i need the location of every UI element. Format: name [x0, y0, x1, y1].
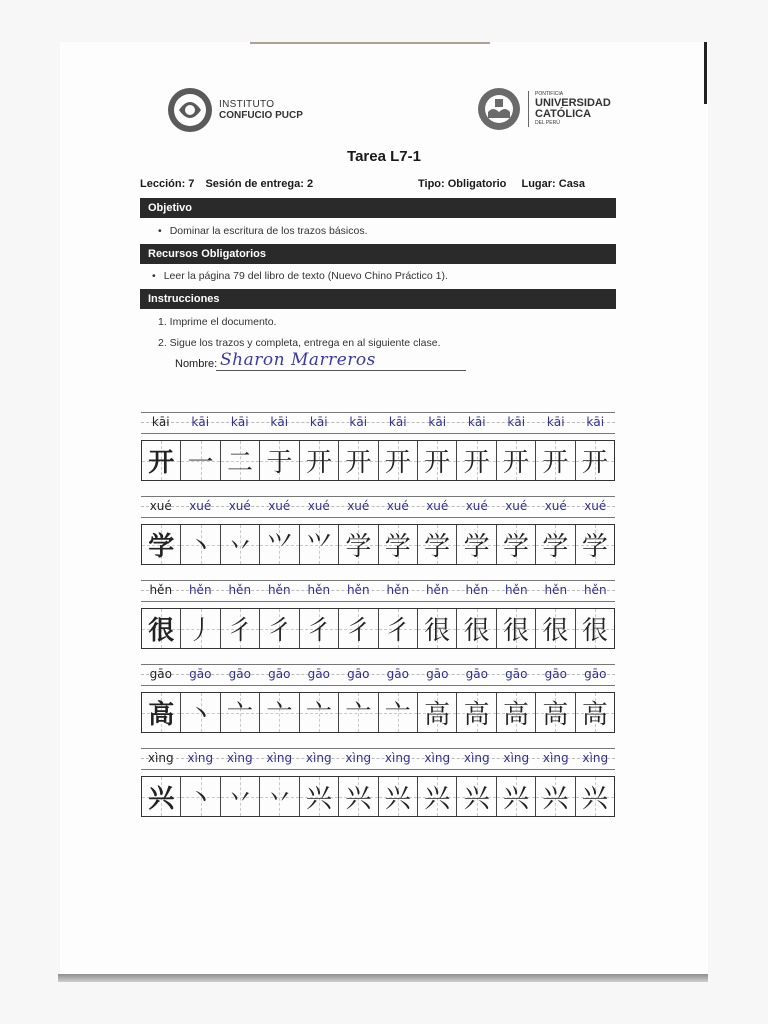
practice-character-cell	[300, 525, 339, 564]
character-glyph: 于	[266, 448, 293, 478]
pinyin-cell: gāo	[544, 667, 567, 681]
pinyin-cell: hěn	[583, 583, 607, 597]
character-glyph: 亠	[227, 700, 254, 730]
practice-character-cell	[576, 777, 614, 816]
section-instrucciones: Instrucciones	[140, 289, 616, 309]
character-glyph: 很	[424, 616, 451, 646]
pinyin-cell: kāi	[388, 415, 407, 429]
page-title: Tarea L7-1	[347, 148, 421, 165]
character-glyph: 学	[148, 532, 175, 562]
practice-character-cell	[221, 441, 260, 480]
leccion: Lección: 7	[140, 178, 195, 190]
character-glyph: 学	[463, 532, 490, 562]
pinyin-cell: kāi	[309, 415, 328, 429]
pinyin-cell: kāi	[428, 415, 447, 429]
meta-left	[140, 178, 313, 190]
pucp-line2: UNIVERSIDAD	[535, 97, 611, 109]
character-row	[141, 692, 615, 733]
objetivo-text: • Dominar la escritura de los trazos básicos.	[158, 225, 368, 237]
pinyin-cell: xué	[584, 499, 607, 513]
character-glyph: 开	[463, 448, 490, 478]
confucio-emblem-icon	[165, 86, 215, 134]
section-objetivo: Objetivo	[140, 198, 616, 218]
pinyin-cell: xué	[386, 499, 409, 513]
pucp-seal-icon	[476, 86, 522, 132]
pinyin-cell: kāi	[546, 415, 565, 429]
character-row	[141, 524, 615, 565]
character-glyph: 学	[503, 532, 530, 562]
practice-character-cell	[339, 693, 378, 732]
character-glyph: 亠	[305, 700, 332, 730]
confucio-line2: CONFUCIO PUCP	[219, 110, 303, 121]
pinyin-row	[141, 664, 615, 686]
character-glyph: 一	[187, 448, 214, 478]
character-glyph: 学	[581, 532, 608, 562]
section-recursos: Recursos Obligatorios	[140, 244, 616, 264]
confucio-logo	[165, 86, 303, 134]
pinyin-cell: hěn	[425, 583, 449, 597]
recursos-text: • Leer la página 79 del libro de texto (Nuevo Chino Práctico 1).	[152, 270, 448, 282]
pinyin-cell: xué	[426, 499, 449, 513]
practice-row	[141, 748, 615, 817]
pinyin-cell: gāo	[426, 667, 449, 681]
character-glyph: 丶	[187, 784, 214, 814]
pinyin-cell: xué	[268, 499, 291, 513]
practice-character-cell	[181, 777, 220, 816]
pinyin-cell: hěn	[307, 583, 331, 597]
character-glyph: 很	[148, 616, 175, 646]
character-glyph: 开	[345, 448, 372, 478]
practice-character-cell	[221, 693, 260, 732]
practice-character-cell	[418, 693, 457, 732]
practice-character-cell	[339, 777, 378, 816]
pinyin-cell: hěn	[504, 583, 528, 597]
pinyin-cell: xìng	[266, 751, 293, 765]
character-glyph: 兴	[345, 784, 372, 814]
practice-character-cell	[457, 777, 496, 816]
practice-character-cell	[536, 441, 575, 480]
instruction-2: 2. Sigue los trazos y completa, entrega en al siguiente clase.	[158, 337, 441, 349]
character-glyph: 开	[384, 448, 411, 478]
practice-character-cell	[457, 525, 496, 564]
pinyin-cell: xué	[347, 499, 370, 513]
character-glyph: ⺍	[305, 532, 332, 562]
character-glyph: 开	[424, 448, 451, 478]
practice-character-cell	[418, 441, 457, 480]
pinyin-cell: xìng	[147, 751, 174, 765]
pinyin-cell: hěn	[188, 583, 212, 597]
character-glyph: 很	[503, 616, 530, 646]
practice-character-cell	[576, 693, 614, 732]
pinyin-cell: kāi	[586, 415, 605, 429]
practice-character-cell	[221, 525, 260, 564]
practice-character-cell	[181, 525, 220, 564]
practice-character-cell	[497, 441, 536, 480]
pinyin-cell: xué	[307, 499, 330, 513]
pinyin-cell: xìng	[463, 751, 490, 765]
character-glyph: 兴	[424, 784, 451, 814]
pinyin-cell: hěn	[267, 583, 291, 597]
nombre-underline	[216, 370, 466, 371]
character-glyph: 彳	[345, 616, 372, 646]
pinyin-cell: kāi	[191, 415, 210, 429]
practice-character-cell	[536, 693, 575, 732]
character-glyph: 彳	[266, 616, 293, 646]
character-glyph: 亠	[266, 700, 293, 730]
pinyin-cell: gāo	[189, 667, 212, 681]
model-character-cell	[142, 777, 181, 816]
pinyin-cell: gāo	[584, 667, 607, 681]
practice-character-cell	[221, 609, 260, 648]
character-glyph: 彳	[227, 616, 254, 646]
pinyin-cell: xìng	[305, 751, 332, 765]
scan-bottom-shadow	[58, 974, 708, 982]
character-glyph: 高	[503, 700, 530, 730]
instruction-1: 1. Imprime el documento.	[158, 316, 277, 328]
character-row	[141, 776, 615, 817]
pinyin-cell: xué	[228, 499, 251, 513]
practice-character-cell	[300, 777, 339, 816]
sesion: Sesión de entrega: 2	[205, 178, 314, 190]
nombre-label: Nombre:	[175, 358, 218, 370]
pinyin-cell: gāo	[465, 667, 488, 681]
practice-character-cell	[260, 441, 299, 480]
character-glyph: 开	[542, 448, 569, 478]
pinyin-cell: xué	[505, 499, 528, 513]
pinyin-row	[141, 580, 615, 602]
character-glyph: 彳	[384, 616, 411, 646]
pinyin-cell: hěn	[544, 583, 568, 597]
practice-character-cell	[418, 777, 457, 816]
character-glyph: 兴	[384, 784, 411, 814]
pinyin-cell: gāo	[307, 667, 330, 681]
character-glyph: 开	[581, 448, 608, 478]
practice-character-cell	[497, 693, 536, 732]
pinyin-cell: kāi	[467, 415, 486, 429]
practice-character-cell	[379, 609, 418, 648]
pinyin-cell: gāo	[505, 667, 528, 681]
practice-character-cell	[457, 693, 496, 732]
pinyin-cell: kāi	[349, 415, 368, 429]
character-glyph: 丷	[266, 784, 293, 814]
pinyin-cell: xué	[544, 499, 567, 513]
pinyin-cell: xué	[465, 499, 488, 513]
character-glyph: 很	[463, 616, 490, 646]
character-glyph: 丶	[187, 700, 214, 730]
pinyin-cell: kāi	[151, 415, 170, 429]
practice-character-cell	[339, 525, 378, 564]
practice-row	[141, 496, 615, 565]
character-glyph: 高	[148, 700, 175, 730]
practice-character-cell	[536, 609, 575, 648]
practice-character-cell	[457, 609, 496, 648]
pinyin-cell: gāo	[386, 667, 409, 681]
character-glyph: 丷	[227, 784, 254, 814]
scan-edge-line	[250, 42, 490, 44]
practice-character-cell	[457, 441, 496, 480]
character-glyph: 兴	[503, 784, 530, 814]
character-glyph: 兴	[581, 784, 608, 814]
character-glyph: 开	[503, 448, 530, 478]
character-glyph: 高	[581, 700, 608, 730]
practice-character-cell	[300, 609, 339, 648]
pinyin-cell: hěn	[465, 583, 489, 597]
model-character-cell	[142, 441, 181, 480]
pinyin-cell: xìng	[503, 751, 530, 765]
character-glyph: 开	[148, 448, 175, 478]
practice-character-cell	[379, 693, 418, 732]
pinyin-cell: xìng	[345, 751, 372, 765]
practice-character-cell	[379, 525, 418, 564]
character-glyph: 高	[542, 700, 569, 730]
practice-character-cell	[576, 609, 614, 648]
practice-row	[141, 580, 615, 649]
pucp-line3: CATÓLICA	[535, 108, 592, 120]
pinyin-cell: gāo	[149, 667, 172, 681]
pucp-line4: DEL PERÚ	[535, 120, 560, 126]
pinyin-row	[141, 412, 615, 434]
pinyin-cell: hěn	[149, 583, 173, 597]
character-glyph: 学	[542, 532, 569, 562]
practice-character-cell	[221, 777, 260, 816]
pinyin-cell: xué	[149, 499, 172, 513]
tipo: Tipo: Obligatorio	[418, 178, 507, 190]
model-character-cell	[142, 693, 181, 732]
character-glyph: 丿	[187, 616, 214, 646]
character-glyph: 学	[345, 532, 372, 562]
practice-character-cell	[181, 441, 220, 480]
meta-right	[418, 178, 585, 190]
character-glyph: 丶	[187, 532, 214, 562]
practice-character-cell	[576, 441, 614, 480]
character-glyph: 高	[424, 700, 451, 730]
pucp-logo	[476, 86, 611, 132]
pinyin-cell: gāo	[268, 667, 291, 681]
practice-character-cell	[379, 441, 418, 480]
pinyin-cell: gāo	[228, 667, 251, 681]
practice-character-cell	[181, 693, 220, 732]
character-glyph: 兴	[463, 784, 490, 814]
nombre-value: Sharon Marreros	[220, 350, 376, 370]
pinyin-cell: xìng	[384, 751, 411, 765]
practice-character-cell	[300, 441, 339, 480]
character-glyph: 彳	[305, 616, 332, 646]
character-glyph: 很	[581, 616, 608, 646]
pucp-line1: PONTIFICIA	[535, 91, 564, 97]
character-glyph: 兴	[148, 784, 175, 814]
pinyin-row	[141, 748, 615, 770]
lugar: Lugar: Casa	[521, 178, 586, 190]
pinyin-cell: xìng	[582, 751, 609, 765]
pinyin-row	[141, 496, 615, 518]
model-character-cell	[142, 609, 181, 648]
practice-character-cell	[497, 525, 536, 564]
pinyin-cell: hěn	[386, 583, 410, 597]
practice-character-cell	[379, 777, 418, 816]
character-glyph: 亠	[384, 700, 411, 730]
character-glyph: 兴	[542, 784, 569, 814]
character-glyph: 学	[384, 532, 411, 562]
practice-character-cell	[418, 609, 457, 648]
pinyin-cell: xué	[189, 499, 212, 513]
pinyin-cell: xìng	[542, 751, 569, 765]
practice-row	[141, 664, 615, 733]
pinyin-cell: kāi	[270, 415, 289, 429]
character-glyph: 开	[305, 448, 332, 478]
character-row	[141, 440, 615, 481]
character-glyph: 亠	[345, 700, 372, 730]
pinyin-cell: gāo	[347, 667, 370, 681]
pinyin-cell: kāi	[507, 415, 526, 429]
practice-character-cell	[181, 609, 220, 648]
character-glyph: 兴	[305, 784, 332, 814]
character-glyph: 高	[463, 700, 490, 730]
pinyin-cell: hěn	[228, 583, 252, 597]
character-glyph: 很	[542, 616, 569, 646]
practice-character-cell	[576, 525, 614, 564]
practice-character-cell	[260, 693, 299, 732]
character-glyph: 丷	[227, 532, 254, 562]
practice-character-cell	[536, 525, 575, 564]
scan-edge-mark	[704, 42, 707, 104]
practice-character-cell	[497, 609, 536, 648]
practice-character-cell	[260, 777, 299, 816]
practice-character-cell	[339, 441, 378, 480]
pinyin-cell: kāi	[230, 415, 249, 429]
practice-character-cell	[260, 609, 299, 648]
practice-character-cell	[497, 777, 536, 816]
character-glyph: 学	[424, 532, 451, 562]
model-character-cell	[142, 525, 181, 564]
character-glyph: ⺍	[266, 532, 293, 562]
character-row	[141, 608, 615, 649]
practice-row	[141, 412, 615, 481]
pinyin-cell: xìng	[424, 751, 451, 765]
pinyin-cell: xìng	[226, 751, 253, 765]
practice-character-cell	[300, 693, 339, 732]
pinyin-cell: hěn	[346, 583, 370, 597]
practice-character-cell	[339, 609, 378, 648]
confucio-line1: INSTITUTO	[219, 99, 275, 110]
practice-character-cell	[260, 525, 299, 564]
character-glyph: 二	[227, 448, 254, 478]
practice-character-cell	[418, 525, 457, 564]
pinyin-cell: xìng	[187, 751, 214, 765]
practice-character-cell	[536, 777, 575, 816]
